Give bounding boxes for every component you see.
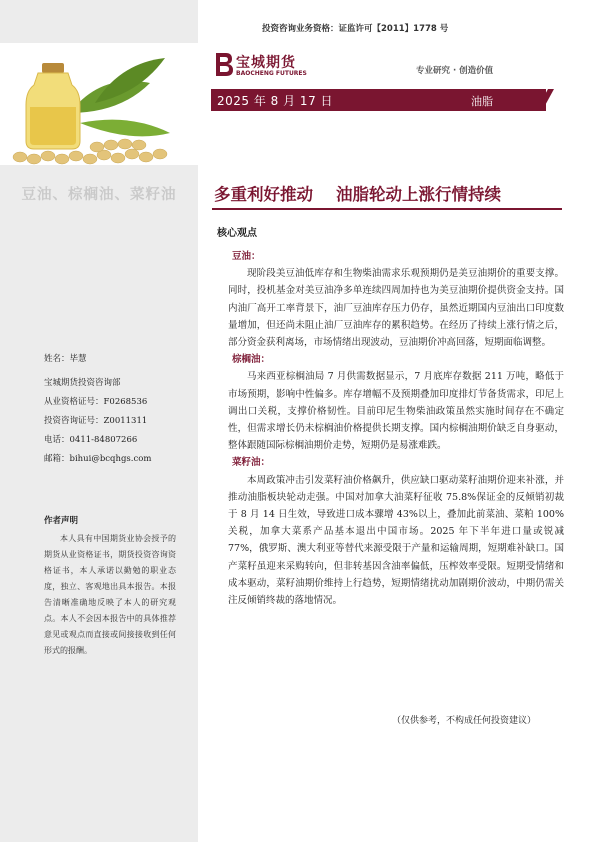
title-divider xyxy=(212,208,562,210)
brand-name-cn: 宝城期货 xyxy=(236,55,296,71)
brand-name-en: BAOCHENG FUTURES xyxy=(236,70,307,77)
soybean-oil-bottle-icon xyxy=(0,43,198,165)
author-email-row xyxy=(44,450,194,469)
section-text-rapeseed-oil: 本周政策冲击引发菜籽油价格飙升，供应缺口驱动菜籽油期价迎来补涨，并推动油脂板块轮动走强。中国对加拿大油菜籽征收 75.8%保证金的反倾销初裁于 8 月 14 日生效，导致进口成本骤增 43%以上，叠加此前菜油、菜粕 100%关税，加拿大菜系产品基本退出中国市场。2025 年下半年进口量或锐减 77%，俄罗斯、澳大利亚等替代来源受限于产量和运输周期，短期难补缺口。国产菜籽虽迎来采购转向，但非转基因含油率偏低，压榨效率受限。短期受情绪和成本驱动，菜籽油期价维持上行趋势，短期情绪扰动加剧期价波动，中期仍需关注反倾销终裁的落地情况。 xyxy=(228,474,564,607)
author-email[interactable]: bihui@bcqhgs.com xyxy=(69,454,152,464)
author-cert: F0268536 xyxy=(103,397,148,407)
date-bar xyxy=(211,89,546,111)
page-title: 多重利好推动 油脂轮动上涨行情持续 xyxy=(214,185,501,204)
decorative-stripes xyxy=(504,89,564,111)
soybean-oil-photo xyxy=(0,43,198,165)
author-phone-row xyxy=(44,431,194,450)
author-advisory-label: 投资咨询证号： xyxy=(44,416,104,426)
sidebar-title: 豆油、棕榈油、菜籽油 xyxy=(21,187,177,203)
brand-logo xyxy=(213,51,333,81)
section-label: 核心观点 xyxy=(217,228,257,239)
statement-title: 作者声明 xyxy=(44,516,79,526)
author-org: 宝城期货投资咨询部 xyxy=(44,378,121,388)
report-date: 2025 年 8 月 17 日 xyxy=(217,94,334,108)
section-heading-rapeseed-oil: 菜籽油： xyxy=(232,457,271,469)
section-heading-palm-oil: 棕榈油： xyxy=(232,354,271,366)
author-advisory: Z0011311 xyxy=(103,416,148,426)
baocheng-logo-icon xyxy=(213,51,235,77)
author-phone-label: 电话： xyxy=(44,435,70,445)
author-name-label: 姓名： xyxy=(44,354,70,364)
report-category: 油脂 xyxy=(471,95,493,108)
section-text-soybean-oil: 现阶段美豆油低库存和生物柴油需求乐观预期仍是美豆油期价的重要支撑。同时，投机基金对美豆油净多单连续四周加持也为美豆油期价提供资金支持。国内油厂高开工率背景下，油厂豆油库存压力仍存，虽然近期国内豆油出口印度数量增加，但还尚未阻止油厂豆油库存的累积趋势。在经历了持续上涨行情之后，部分资金获利离场，市场情绪出现波动，豆油期价冲高回落，短期面临调整。 xyxy=(228,268,564,349)
disclaimer: （仅供参考，不构成任何投资建议） xyxy=(392,716,537,726)
section-heading-soybean-oil: 豆油： xyxy=(232,251,261,262)
author-info xyxy=(44,350,194,469)
slogan: 专业研究 · 创造价值 xyxy=(416,66,494,76)
author-cert-row xyxy=(44,393,194,412)
report-body xyxy=(228,248,564,609)
author-email-label: 邮箱： xyxy=(44,454,70,464)
section-text-palm-oil: 马来西亚棕榈油局 7 月供需数据显示，7 月底库存数据 211 万吨，略低于市场预期，影响中性偏多。库存增幅不及预期叠加印度排灯节备货需求，印尼上调出口关税，支撑价格韧性。目前印尼生物柴油政策虽然实施时间存在不确定性，但需求增长仍未棕榈油价格提供长期支撑。国内棕榈油期价缺乏自身驱动，整体跟随国际棕榈油期价走势，短期仍是易涨难跌。 xyxy=(228,371,564,452)
author-phone: 0411-84807266 xyxy=(69,435,138,445)
author-name-row xyxy=(44,350,194,369)
author-cert-label: 从业资格证号： xyxy=(44,397,104,407)
qualification-text: 投资咨询业务资格：证监许可【2011】1778 号 xyxy=(262,24,449,34)
statement-text: 本人具有中国期货业协会授予的期货从业资格证书，期货投资咨询资格证书，本人承诺以勤勉的职业态度，独立、客观地出具本报告。本报告清晰准确地反映了本人的研究观点。本人不会因本报告中的具体推荐意见或观点而直接或间接接收到任何形式的报酬。 xyxy=(44,534,176,655)
author-name: 毕慧 xyxy=(69,354,87,364)
author-advisory-row xyxy=(44,412,194,431)
